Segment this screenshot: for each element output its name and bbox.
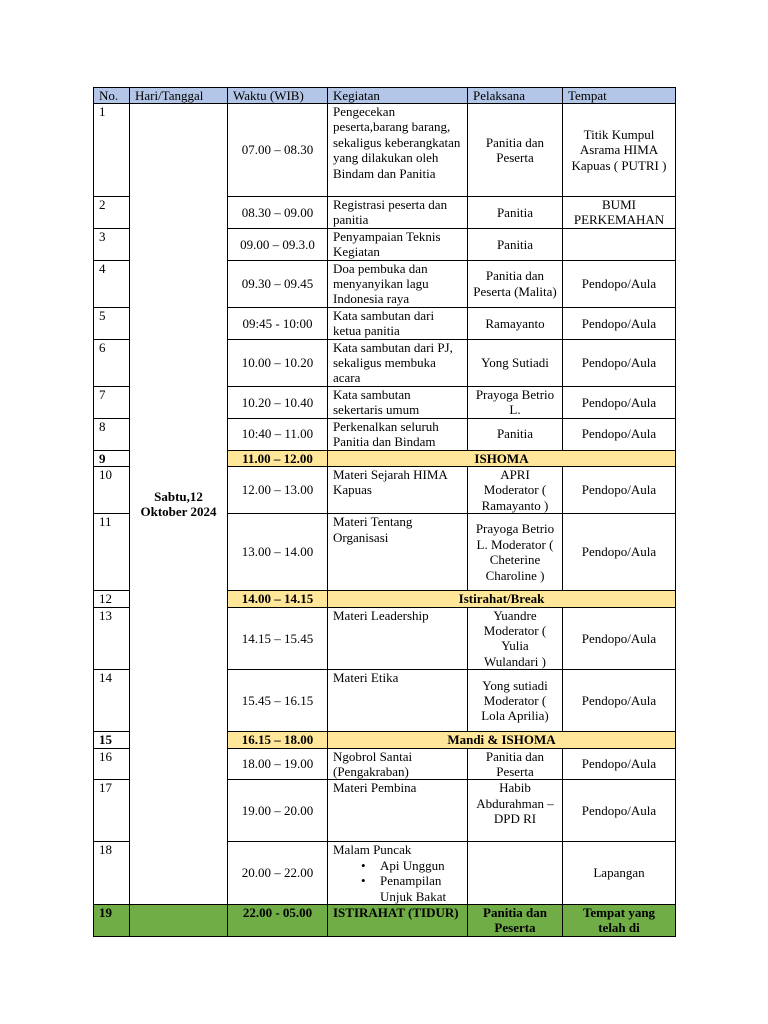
row-number: 10 xyxy=(94,466,130,513)
row-activity xyxy=(328,842,468,905)
row-number: 14 xyxy=(94,670,130,732)
break-label: Mandi & ISHOMA xyxy=(328,732,676,748)
row-executor: Panitia dan Peserta (Malita) xyxy=(468,260,563,307)
row-place: BUMI PERKEMAHAN xyxy=(563,197,676,229)
row-executor: Habib Abdurahman –DPD RI xyxy=(468,780,563,842)
header-row xyxy=(94,88,676,104)
row-activity: Pengecekan peserta,barang barang, sekaligus keberangkatan yang dilakukan oleh Bindam dan Panitia xyxy=(328,104,468,197)
row-activity: Materi Sejarah HIMA Kapuas xyxy=(328,466,468,513)
row-executor: APRI Moderator ( Ramayanto ) xyxy=(468,466,563,513)
row-time: 09.30 – 09.45 xyxy=(228,260,328,307)
row-time: 14.15 – 15.45 xyxy=(228,607,328,670)
row-executor: Yuandre Moderator ( Yulia Wulandari ) xyxy=(468,607,563,670)
row-number: 12 xyxy=(94,591,130,607)
row-number: 5 xyxy=(94,307,130,339)
row-time: 11.00 – 12.00 xyxy=(228,450,328,466)
row-number: 8 xyxy=(94,418,130,450)
row-place: Pendopo/Aula xyxy=(563,418,676,450)
row-executor: Yong sutiadi Moderator ( Lola Aprilia) xyxy=(468,670,563,732)
row-time: 08.30 – 09.00 xyxy=(228,197,328,229)
row-executor: Panitia xyxy=(468,228,563,260)
row-time: 10.00 – 10.20 xyxy=(228,339,328,386)
row-place: Pendopo/Aula xyxy=(563,514,676,591)
row-time: 12.00 – 13.00 xyxy=(228,466,328,513)
row-time: 14.00 – 14.15 xyxy=(228,591,328,607)
row-time: 09:45 - 10:00 xyxy=(228,307,328,339)
row-place: Lapangan xyxy=(563,842,676,905)
day-cell-empty xyxy=(130,905,228,937)
row-activity: Doa pembuka dan menyanyikan lagu Indonesia raya xyxy=(328,260,468,307)
row-activity: Kata sambutan dari ketua panitia xyxy=(328,307,468,339)
row-executor xyxy=(468,842,563,905)
row-number: 13 xyxy=(94,607,130,670)
table-row-final xyxy=(94,905,676,937)
row-time: 19.00 – 20.00 xyxy=(228,780,328,842)
table-row xyxy=(94,104,676,197)
row-place xyxy=(563,228,676,260)
row-activity: ISTIRAHAT (TIDUR) xyxy=(328,905,468,937)
row-number: 15 xyxy=(94,732,130,748)
row-executor: Prayoga Betrio L. Moderator ( Cheterine Charoline ) xyxy=(468,514,563,591)
row-place: Pendopo/Aula xyxy=(563,748,676,780)
row-activity: Penyampaian Teknis Kegiatan xyxy=(328,228,468,260)
row-number: 2 xyxy=(94,197,130,229)
list-item: • Api Unggun xyxy=(380,858,462,873)
row-place: Pendopo/Aula xyxy=(563,466,676,513)
day-cell: Sabtu,12 Oktober 2024 xyxy=(130,104,228,905)
row-time: 10:40 – 11.00 xyxy=(228,418,328,450)
row-executor: Ramayanto xyxy=(468,307,563,339)
break-label: Istirahat/Break xyxy=(328,591,676,607)
row-executor: Panitia xyxy=(468,197,563,229)
activity-title: Malam Puncak xyxy=(333,842,412,858)
row-number: 6 xyxy=(94,339,130,386)
row-executor: Prayoga Betrio L. xyxy=(468,386,563,418)
row-time: 10.20 – 10.40 xyxy=(228,386,328,418)
list-item: • Penampilan Unjuk Bakat xyxy=(380,873,462,904)
row-place: Titik Kumpul Asrama HIMA Kapuas ( PUTRI ) xyxy=(563,104,676,197)
row-number: 11 xyxy=(94,514,130,591)
row-number: 19 xyxy=(94,905,130,937)
row-place: Pendopo/Aula xyxy=(563,670,676,732)
row-time: 15.45 – 16.15 xyxy=(228,670,328,732)
row-activity: Ngobrol Santai (Pengakraban) xyxy=(328,748,468,780)
row-executor: Panitia dan Peserta xyxy=(468,905,563,937)
row-activity: Registrasi peserta dan panitia xyxy=(328,197,468,229)
row-number: 9 xyxy=(94,450,130,466)
row-number: 1 xyxy=(94,104,130,197)
schedule-table xyxy=(93,87,676,937)
row-place: Pendopo/Aula xyxy=(563,339,676,386)
row-number: 18 xyxy=(94,842,130,905)
row-activity: Materi Tentang Organisasi xyxy=(328,514,468,591)
row-time: 18.00 – 19.00 xyxy=(228,748,328,780)
row-activity: Materi Pembina xyxy=(328,780,468,842)
header-day: Hari/Tanggal xyxy=(130,88,228,104)
header-time: Waktu (WIB) xyxy=(228,88,328,104)
row-executor: Yong Sutiadi xyxy=(468,339,563,386)
row-place: Pendopo/Aula xyxy=(563,307,676,339)
row-number: 17 xyxy=(94,780,130,842)
row-activity: Perkenalkan seluruh Panitia dan Bindam xyxy=(328,418,468,450)
row-number: 4 xyxy=(94,260,130,307)
row-executor: Panitia dan Peserta xyxy=(468,104,563,197)
row-executor: Panitia dan Peserta xyxy=(468,748,563,780)
row-activity: Materi Leadership xyxy=(328,607,468,670)
break-label: ISHOMA xyxy=(328,450,676,466)
row-activity: Kata sambutan dari PJ, sekaligus membuka acara xyxy=(328,339,468,386)
row-place: Tempat yang telah di xyxy=(563,905,676,937)
row-place: Pendopo/Aula xyxy=(563,607,676,670)
header-executor: Pelaksana xyxy=(468,88,563,104)
row-activity: Materi Etika xyxy=(328,670,468,732)
row-time: 07.00 – 08.30 xyxy=(228,104,328,197)
row-number: 3 xyxy=(94,228,130,260)
row-time: 13.00 – 14.00 xyxy=(228,514,328,591)
header-no: No. xyxy=(94,88,130,104)
row-executor: Panitia xyxy=(468,418,563,450)
row-time: 22.00 - 05.00 xyxy=(228,905,328,937)
row-place: Pendopo/Aula xyxy=(563,780,676,842)
row-activity: Kata sambutan sekertaris umum xyxy=(328,386,468,418)
row-time: 16.15 – 18.00 xyxy=(228,732,328,748)
row-number: 7 xyxy=(94,386,130,418)
header-activity: Kegiatan xyxy=(328,88,468,104)
row-time: 20.00 – 22.00 xyxy=(228,842,328,905)
row-time: 09.00 – 09.3.0 xyxy=(228,228,328,260)
row-place: Pendopo/Aula xyxy=(563,260,676,307)
row-place: Pendopo/Aula xyxy=(563,386,676,418)
header-place: Tempat xyxy=(563,88,676,104)
row-number: 16 xyxy=(94,748,130,780)
activity-sublist xyxy=(333,858,462,904)
